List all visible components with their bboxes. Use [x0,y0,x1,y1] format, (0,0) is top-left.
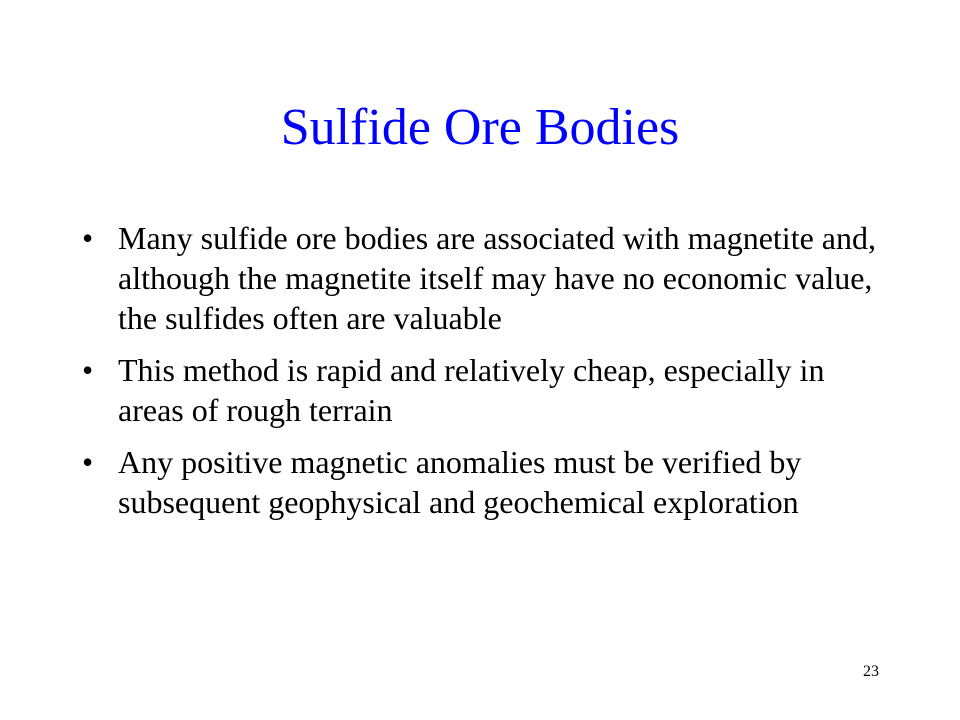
bullet-marker: • [82,352,94,388]
bullet-item [80,442,880,522]
slide-title: Sulfide Ore Bodies [280,99,680,156]
bullet-item [80,218,880,338]
bullet-text: Many sulfide ore bodies are associated with magnetite and, although the magnetite itself may have no economic value, the sulfides often are valuable [118,220,876,336]
bullet-marker: • [82,220,94,256]
bullet-text: Any positive magnetic anomalies must be verified by subsequent geophysical and geochemical exploration [118,444,802,520]
bullet-text: This method is rapid and relatively cheap, especially in areas of rough terrain [118,352,825,428]
bullet-list [80,218,880,534]
page-number: 23 [863,663,879,680]
bullet-item [80,350,880,430]
bullet-marker: • [82,444,94,480]
